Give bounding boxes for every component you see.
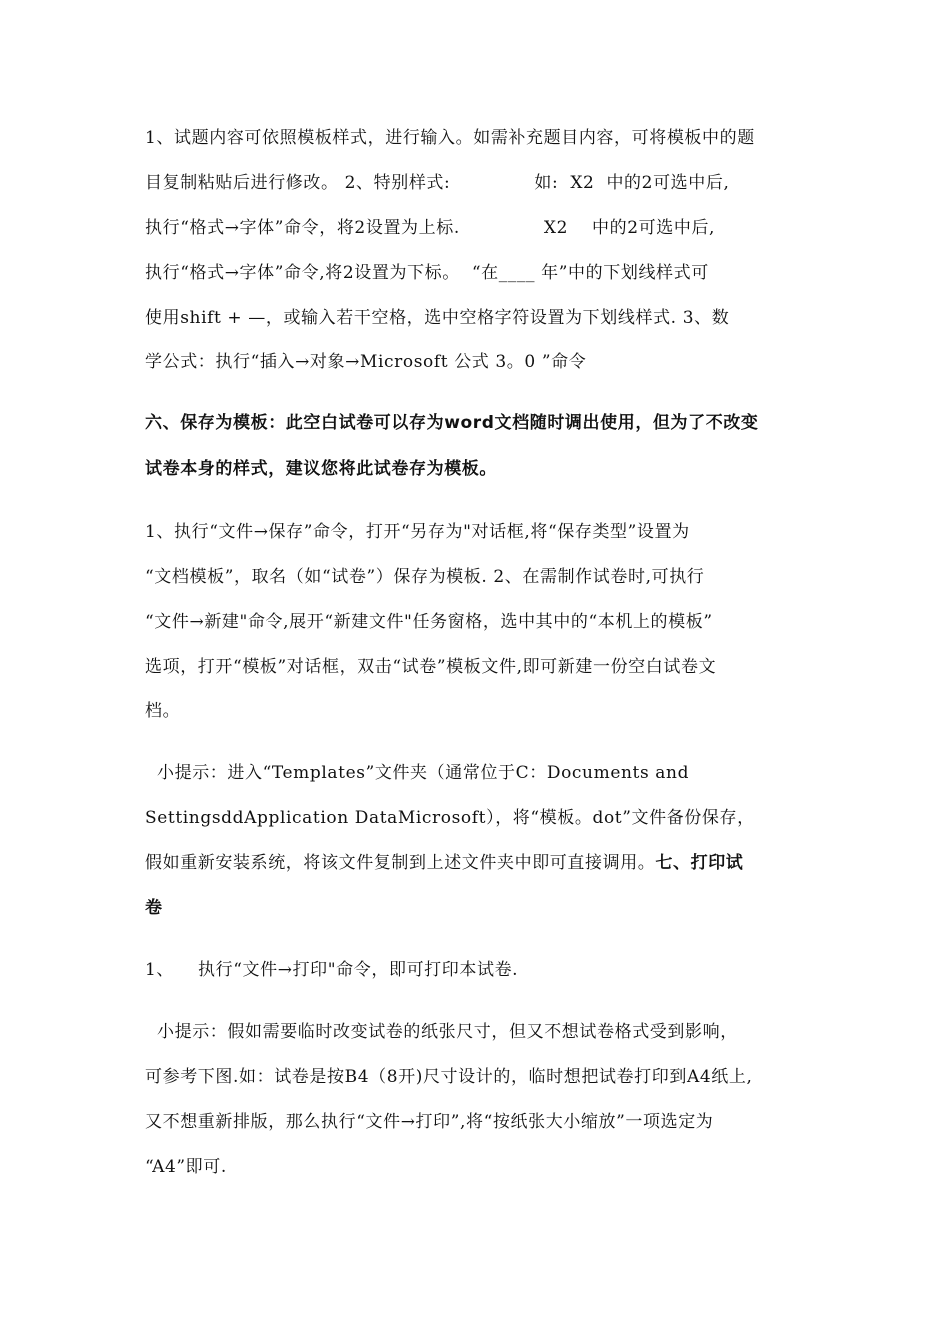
paragraph-line: 执行“格式→字体”命令,将2设置为下标。 “在____ 年”中的下划线样式可 [145, 263, 709, 283]
tip-line: 又不想重新排版，那么执行“文件→打印”,将“按纸张大小缩放”一项选定为 [145, 1112, 714, 1132]
paragraph-line: 1、试题内容可依照模板样式，进行输入。如需补充题目内容，可将模板中的题 [145, 128, 755, 148]
section-heading: 六、保存为模板：此空白试卷可以存为word文档随时调出使用，但为了不改变 [145, 413, 759, 433]
tip-line: “A4”即可. [145, 1157, 227, 1177]
paragraph-line: 学公式：执行“插入→对象→Microsoft 公式 3。0 ”命令 [145, 352, 587, 372]
tip-text: 假如重新安装系统，将该文件复制到上述文件夹中即可直接调用。 [145, 853, 656, 873]
tip-line: 可参考下图.如：试卷是按B4（8开)尺寸设计的，临时想把试卷打印到A4纸上, [145, 1067, 753, 1087]
section-heading: 七、打印试 [655, 853, 744, 873]
section-heading: 试卷本身的样式，建议您将此试卷存为模板。 [145, 459, 497, 479]
paragraph-line: 使用shift + —，或输入若干空格，选中空格字符设置为下划线样式. 3、数 [145, 308, 730, 328]
tip-line: 小提示：假如需要临时改变试卷的纸张尺寸，但又不想试卷格式受到影响， [145, 1022, 738, 1042]
paragraph-line: 1、执行“文件→保存”命令，打开“另存为"对话框,将“保存类型”设置为 [145, 522, 690, 542]
paragraph-line: 执行“格式→字体”命令，将2设置为上标. X2 中的2可选中后, [145, 218, 716, 238]
paragraph-line: “文档模板”，取名（如“试卷”）保存为模板. 2、在需制作试卷时,可执行 [145, 567, 705, 587]
paragraph-line: 档。 [145, 701, 181, 721]
tip-line: 小提示：进入“Templates”文件夹（通常位于C：Documents and [145, 763, 690, 783]
paragraph-line: 目复制粘贴后进行修改。 2、特别样式: 如: X2 中的2可选中后, [145, 173, 730, 193]
paragraph-line: 选项，打开“模板”对话框，双击“试卷”模板文件,即可新建一份空白试卷文 [145, 657, 717, 677]
tip-line: SettingsddApplication DataMicrosoft），将“模板。dot”文件备份保存， [145, 808, 755, 828]
paragraph-line: 1、 执行“文件→打印"命令，即可打印本试卷. [145, 960, 519, 980]
tip-line [145, 851, 743, 875]
section-heading: 卷 [145, 898, 163, 918]
paragraph-line: “文件→新建"命令,展开“新建文件"任务窗格，选中其中的“本机上的模板” [145, 612, 713, 632]
